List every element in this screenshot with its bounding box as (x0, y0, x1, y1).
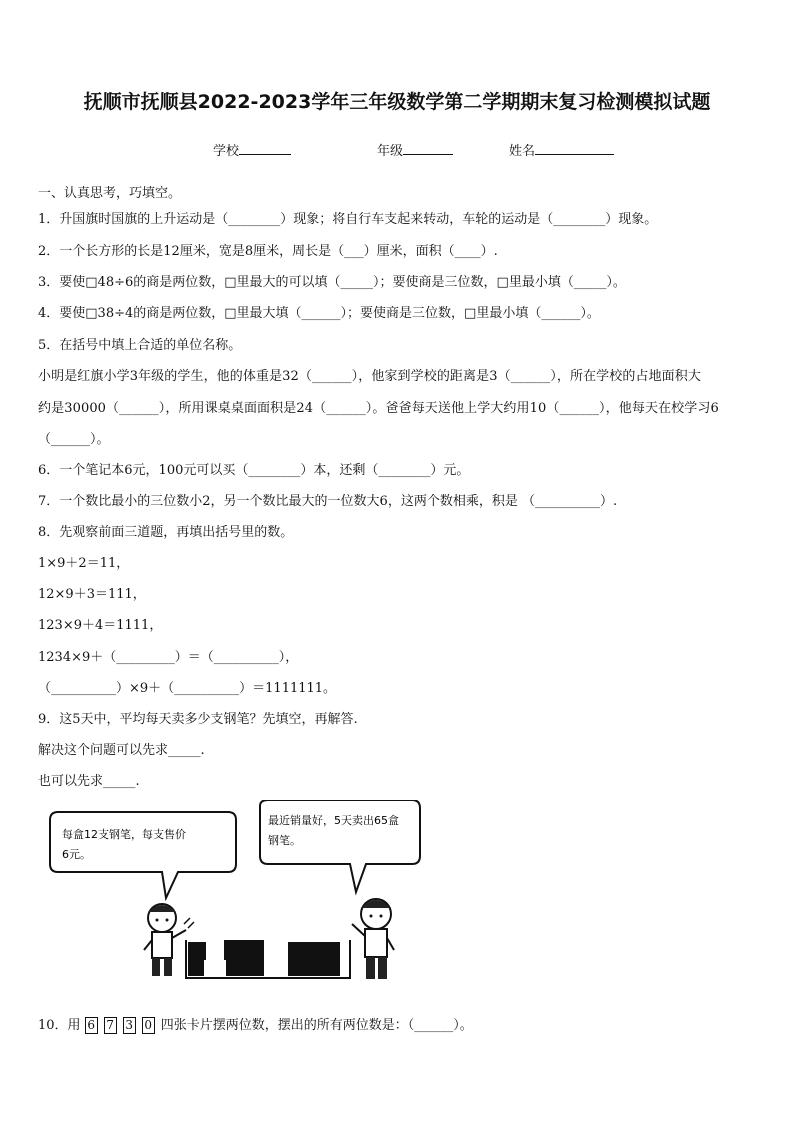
name-label: 姓名 (509, 144, 536, 159)
page-title: 抚顺市抚顺县2022-2023学年三年级数学第二学期期末复习检测模拟试题 (83, 91, 711, 113)
school-label: 学校 (213, 144, 240, 159)
question-8: 8．先观察前面三道题，再填出括号里的数。 (38, 525, 294, 540)
equation-1: 1×9＋2＝11， (38, 556, 130, 571)
question-5-line-1: 小明是红旗小学3年级的学生，他的体重是32（______），他家到学校的距离是3（______），所在学校的占地面积大 (38, 369, 701, 384)
equation-2: 12×9＋3＝111， (38, 587, 146, 602)
school-field (213, 140, 291, 159)
question-10-prefix: 10．用 (38, 1018, 81, 1033)
question-5: 5．在括号中填上合适的单位名称。 (38, 338, 242, 353)
name-blank[interactable] (535, 142, 614, 155)
name-field (509, 140, 614, 159)
left-speech-bubble (50, 812, 236, 898)
grade-blank[interactable] (403, 142, 453, 155)
question-6: 6．一个笔记本6元，100元可以买（________）本，还剩（________）元。 (38, 463, 470, 478)
digit-card-3: 3 (123, 1017, 136, 1034)
question-9: 9．这5天中，平均每天卖多少支钢笔？先填空，再解答. (38, 712, 358, 727)
right-bubble-line-2: 钢笔。 (268, 834, 301, 847)
equation-5: （__________）×9＋（__________）＝1111111。 (38, 681, 337, 696)
question-1: 1．升国旗时国旗的上升运动是（________）现象；将自行车支起来转动，车轮的运动是（________）现象。 (38, 212, 658, 227)
question-5-line-2: 约是30000（______），所用课桌桌面面积是24（______）。爸爸每天送他上学大约用10（______），他每天在校学习6 (38, 401, 719, 416)
question-10 (38, 1014, 473, 1034)
left-bubble-line-1: 每盒12支钢笔，每支售价 (62, 828, 186, 841)
cartoon-illustration (38, 800, 438, 1000)
question-9-blank-1: 解决这个问题可以先求_____. (38, 743, 205, 758)
question-2: 2．一个长方形的长是12厘米，宽是8厘米，周长是（___）厘米，面积（____）. (38, 244, 498, 259)
digit-card-0: 0 (142, 1017, 155, 1034)
right-child-figure (352, 899, 394, 979)
section-heading: 一、认真思考，巧填空。 (38, 186, 182, 201)
question-5-line-3: （______）。 (38, 432, 110, 447)
question-4: 4．要使□38÷4的商是两位数，□里最大填（______）；要使商是三位数，□里最小填（______）。 (38, 306, 600, 321)
equation-4: 1234×9＋（_________）＝（__________）， (38, 650, 299, 665)
left-bubble-line-2: 6元。 (62, 848, 91, 861)
question-7: 7．一个数比最小的三位数小2，另一个数比最大的一位数大6，这两个数相乘，积是 （__________）. (38, 494, 618, 509)
question-10-suffix: 四张卡片摆两位数，摆出的所有两位数是：（______）。 (160, 1018, 473, 1033)
school-blank[interactable] (239, 142, 291, 155)
question-3: 3．要使□48÷6的商是两位数，□里最大的可以填（_____）；要使商是三位数，□里最小填（_____）。 (38, 275, 626, 290)
question-9-blank-2: 也可以先求_____. (38, 774, 140, 789)
right-speech-bubble (260, 800, 420, 892)
right-bubble-line-1: 最近销量好，5天卖出65盒 (268, 814, 399, 827)
digit-card-6: 6 (85, 1017, 98, 1034)
equation-3: 123×9＋4＝1111， (38, 618, 163, 633)
grade-field (377, 140, 453, 159)
grade-label: 年级 (377, 144, 404, 159)
pen-boxes (186, 940, 350, 978)
digit-card-7: 7 (104, 1017, 117, 1034)
